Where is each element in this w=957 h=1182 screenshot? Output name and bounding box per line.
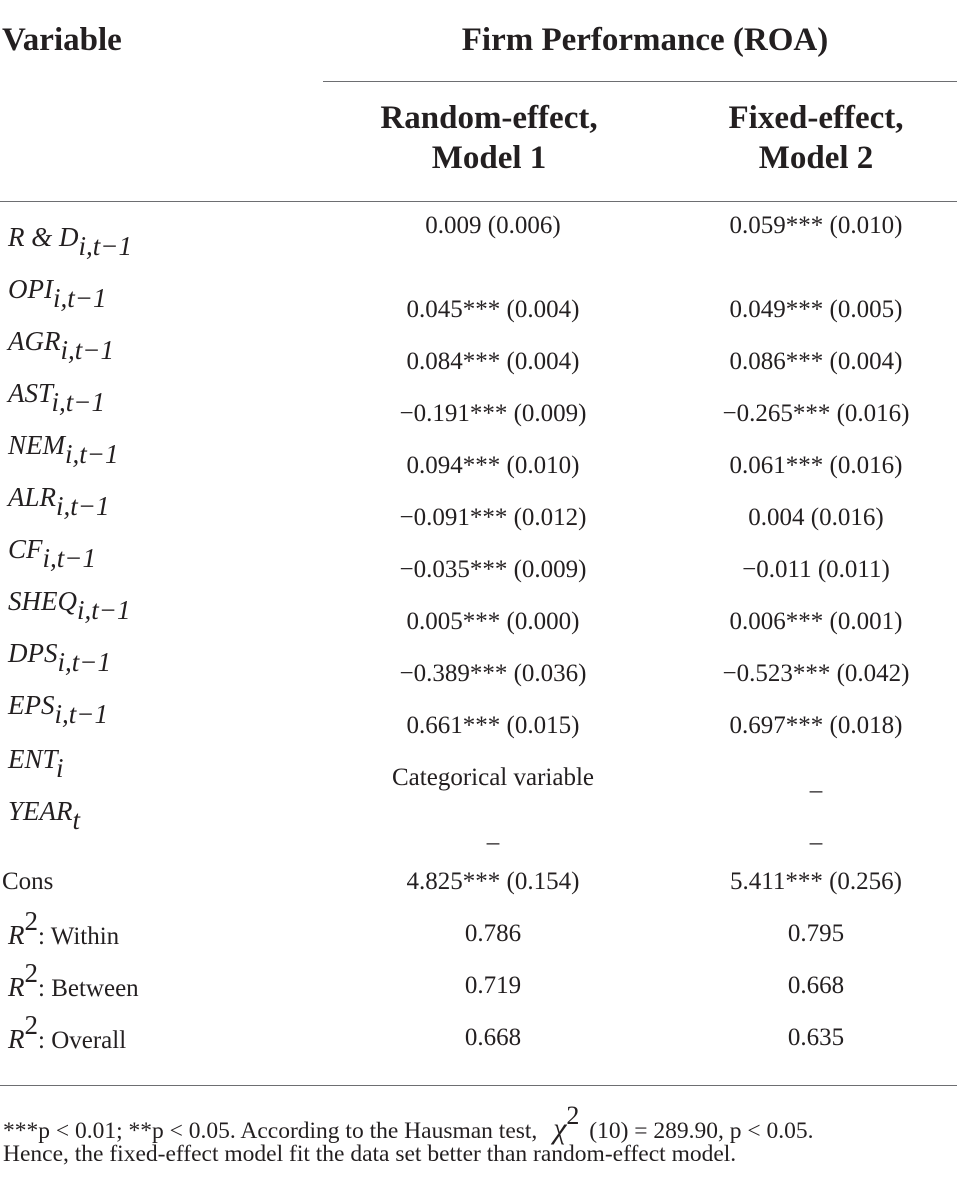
header-variable: Variable	[2, 22, 122, 58]
r2-between-label: R2: Between	[8, 958, 139, 1002]
variable-cf: CFi,t−1	[8, 534, 96, 573]
variable-ent: ENTi	[8, 744, 64, 783]
cell-sheq-model1: 0.005*** (0.000)	[406, 608, 580, 635]
cell-agr-model1: 0.084*** (0.004)	[406, 348, 580, 375]
group-rule	[323, 81, 957, 82]
variable-alr: ALRi,t−1	[8, 482, 110, 521]
cell-dps-model1: −0.389*** (0.036)	[399, 660, 587, 687]
cell-alr-model1: −0.091*** (0.012)	[399, 504, 587, 531]
table-footnote: ***p < 0.01; **p < 0.05. According to the Hausman test, $\chi^2$ (10) = 289.90, p < 0.05.	[3, 1101, 814, 1145]
cell-agr-model2: 0.086*** (0.004)	[729, 348, 903, 375]
cell-ast-model2: −0.265*** (0.016)	[722, 400, 910, 427]
cell-eps-model2: 0.697*** (0.018)	[729, 712, 903, 739]
cell-nem-model1: 0.094*** (0.010)	[406, 452, 580, 479]
variable-sheq: SHEQi,t−1	[8, 586, 131, 625]
footer-rule	[0, 1085, 957, 1086]
cell-rd-model1: 0.009 (0.006)	[425, 212, 561, 239]
cell-nem-model2: 0.061*** (0.016)	[729, 452, 903, 479]
cell-r2-between-model1: 0.719	[464, 972, 522, 999]
cell-rd-model2: 0.059*** (0.010)	[729, 212, 903, 239]
variable-opi: OPIi,t−1	[8, 274, 107, 313]
cell-cons-model1: 4.825*** (0.154)	[406, 868, 580, 895]
cell-cf-model2: −0.011 (0.011)	[742, 556, 890, 583]
header-model2-line1: Fixed-effect,	[728, 100, 904, 136]
variable-nem: NEMi,t−1	[8, 430, 119, 469]
cell-r2-overall-model2: 0.635	[787, 1024, 845, 1051]
cell-alr-model2: 0.004 (0.016)	[748, 504, 884, 531]
cell-dps-model2: −0.523*** (0.042)	[722, 660, 910, 687]
cell-ent-model2: _	[809, 768, 823, 795]
header-model1-line2: Model 1	[431, 140, 547, 176]
cell-r2-overall-model1: 0.668	[464, 1024, 522, 1051]
cell-eps-model1: 0.661*** (0.015)	[406, 712, 580, 739]
cell-cons-model2: 5.411*** (0.256)	[730, 868, 902, 895]
r2-within-label: R2: Within	[8, 906, 120, 950]
variable-dps: DPSi,t−1	[8, 638, 111, 677]
cell-r2-between-model2: 0.668	[787, 972, 845, 999]
cell-ent-model1: Categorical variable	[392, 764, 594, 791]
cell-r2-within-model2: 0.795	[787, 920, 845, 947]
variable-agr: AGRi,t−1	[8, 326, 114, 365]
cell-year-model2: _	[809, 820, 823, 847]
cell-cf-model1: −0.035*** (0.009)	[399, 556, 587, 583]
variable-ast: ASTi,t−1	[8, 378, 106, 417]
header-group: Firm Performance (ROA)	[461, 22, 829, 58]
cell-opi-model2: 0.049*** (0.005)	[729, 296, 903, 323]
variable-eps: EPSi,t−1	[8, 690, 108, 729]
cell-ast-model1: −0.191*** (0.009)	[399, 400, 587, 427]
variable-cons: Cons	[2, 868, 54, 895]
cell-opi-model1: 0.045*** (0.004)	[406, 296, 580, 323]
cell-sheq-model2: 0.006*** (0.001)	[729, 608, 903, 635]
header-model1-line1: Random-effect,	[380, 100, 598, 136]
table-footnote-line2: Hence, the fixed-effect model fit the data set better than random-effect model.	[3, 1141, 737, 1167]
variable-year: YEARt	[8, 796, 81, 835]
cell-r2-within-model1: 0.786	[464, 920, 522, 947]
header-rule	[0, 201, 957, 202]
header-model2-line2: Model 2	[758, 140, 874, 176]
r2-overall-label: R2: Overall	[8, 1010, 127, 1054]
variable-rd: R & Di,t−1	[8, 222, 132, 261]
cell-year-model1: _	[486, 820, 500, 847]
